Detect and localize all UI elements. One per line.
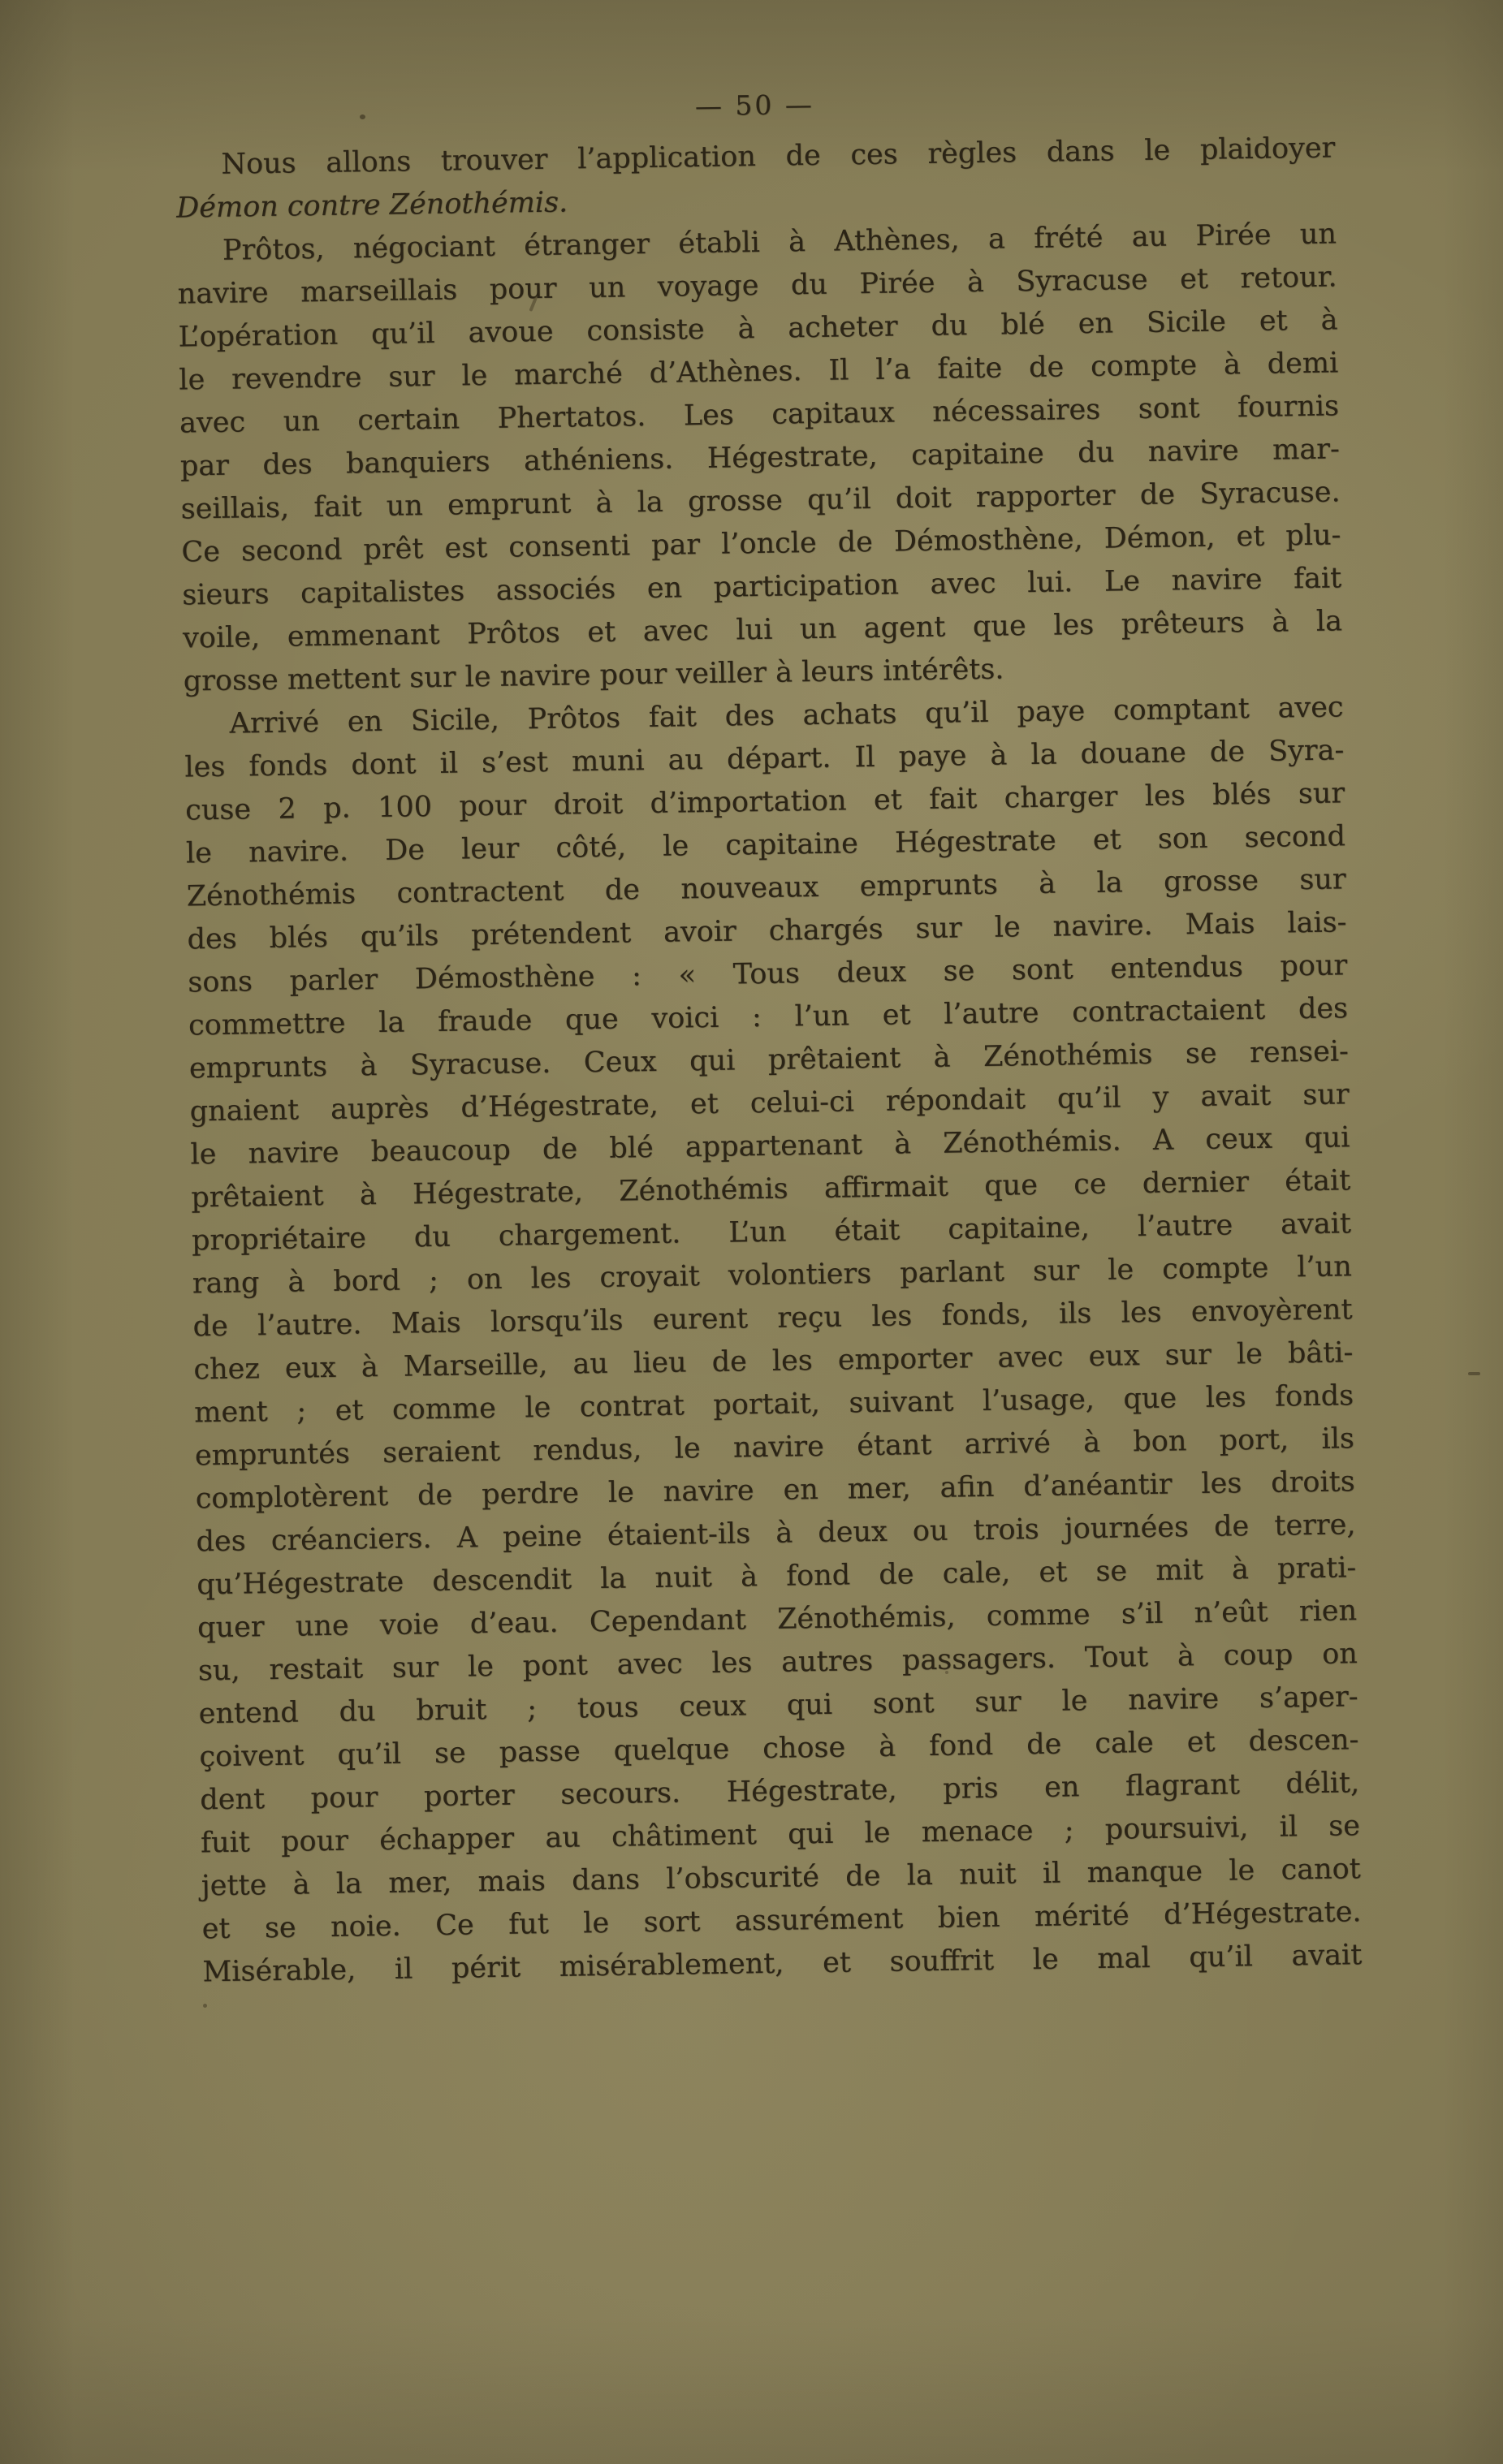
paper-speck — [945, 1671, 948, 1674]
text-line: voile, emmenant Prôtos et avec lui un agent que les prêteurs à la — [182, 605, 1343, 655]
text-line: de l’autre. Mais lorsqu’ils eurent reçu les fonds, ils les envoyèrent — [192, 1293, 1353, 1344]
text-line: qu’Hégestrate descendit la nuit à fond de cale, et se mit à prati- — [197, 1551, 1357, 1602]
text-line: des créanciers. A peine étaient-ils à deux ou trois journées de terre, — [196, 1508, 1356, 1559]
text-line: emprunts à Syracuse. Ceux qui prêtaient à Zénothémis se rensei- — [188, 1035, 1350, 1085]
text-line: par des banquiers athéniens. Hégestrate, capitaine du navire mar- — [179, 433, 1341, 483]
text-line: le navire beaucoup de blé appartenant à Zénothémis. A ceux qui — [190, 1121, 1350, 1172]
text-line: quer une voie d’eau. Cependant Zénothémis, comme s’il n’eût rien — [197, 1594, 1358, 1645]
text-line: cuse 2 p. 100 pour droit d’importation et fait charger les blés sur — [184, 777, 1345, 827]
text-line: et se noie. Ce fut le sort assurément bien mérité d’Hégestrate. — [201, 1896, 1362, 1946]
paper-speck — [1468, 1372, 1480, 1375]
text-line: rang à bord ; on les croyait volontiers parlant sur le compte l’un — [192, 1250, 1352, 1301]
text-line: empruntés seraient rendus, le navire étant arrivé à bon port, ils — [194, 1422, 1355, 1473]
text-line: seillais, fait un emprunt à la grosse qu’il doit rapporter de Syracuse. — [180, 476, 1341, 526]
text-line: complotèrent de perdre le navire en mer, afin d’anéantir les droits — [195, 1465, 1355, 1516]
text-line: su, restait sur le pont avec les autres passagers. Tout à coup on — [197, 1638, 1358, 1688]
page-number: — 50 — — [694, 88, 815, 123]
text-line: Arrivé en Sicile, Prôtos fait des achats qu’il paye comptant avec — [229, 691, 1344, 740]
text-line: entend du bruit ; tous ceux qui sont sur le navire s’aper- — [198, 1681, 1358, 1731]
text-line: avec un certain Phertatos. Les capitaux nécessaires sont fournis — [179, 390, 1340, 440]
text-line: propriétaire du chargement. L’un était capitaine, l’autre avait — [191, 1207, 1352, 1258]
text-line: prêtaient à Hégestrate, Zénothémis affirmait que ce dernier était — [190, 1164, 1351, 1215]
text-line: sons parler Démosthène : « Tous deux se sont entendus pour — [188, 949, 1348, 999]
text-line: navire marseillais pour un voyage du Pirée à Syracuse et retour. — [177, 261, 1337, 311]
text-line: Démon contre Zénothémis. — [175, 186, 568, 225]
text-line: dent pour porter secours. Hégestrate, pris en flagrant délit, — [199, 1767, 1360, 1817]
text-line: Zénothémis contractent de nouveaux emprunts à la grosse sur — [186, 863, 1346, 913]
text-line: Nous allons trouver l’application de ces règles dans le plaidoyer — [221, 132, 1336, 181]
text-line: Prôtos, négociant étranger établi à Athènes, a frété au Pirée un — [222, 218, 1337, 267]
text-block — [175, 75, 1363, 1994]
text-line: grosse mettent sur le navire pour veiller à leurs intérêts. — [183, 653, 1004, 698]
text-line: des blés qu’ils prétendent avoir chargés sur le navire. Mais lais- — [187, 906, 1347, 956]
text-line: le revendre sur le marché d’Athènes. Il l’a faite de compte à demi — [179, 347, 1339, 397]
text-line: gnaient auprès d’Hégestrate, et celui-ci répondait qu’il y avait sur — [189, 1078, 1350, 1128]
paper-speck — [360, 114, 365, 119]
text-line: chez eux à Marseille, au lieu de les emporter avec eux sur le bâti- — [193, 1336, 1354, 1387]
text-line: L’opération qu’il avoue consiste à acheter du blé en Sicile et à — [178, 304, 1338, 354]
text-line: ment ; et comme le contrat portait, suivant l’usage, que les fonds — [193, 1379, 1354, 1430]
text-line: jette à la mer, mais dans l’obscurité de la nuit il manque le canot — [201, 1853, 1362, 1903]
text-line: sieurs capitalistes associés en participation avec lui. Le navire fait — [181, 562, 1342, 612]
text-line: Ce second prêt est consenti par l’oncle de Démosthène, Démon, et plu- — [181, 519, 1341, 569]
text-line: le navire. De leur côté, le capitaine Hégestrate et son second — [185, 820, 1346, 870]
paper-speck — [203, 2004, 207, 2008]
text-line: fuit pour échapper au châtiment qui le menace ; poursuivi, il se — [200, 1810, 1361, 1860]
text-line: çoivent qu’il se passe quelque chose à fond de cale et descen- — [199, 1724, 1359, 1774]
text-line: Misérable, il périt misérablement, et souffrit le mal qu’il avait — [202, 1939, 1363, 1989]
text-line: commettre la fraude que voici : l’un et l’autre contractaient des — [188, 992, 1349, 1042]
text-line: les fonds dont il s’est muni au départ. Il paye à la douane de Syra- — [184, 734, 1345, 784]
